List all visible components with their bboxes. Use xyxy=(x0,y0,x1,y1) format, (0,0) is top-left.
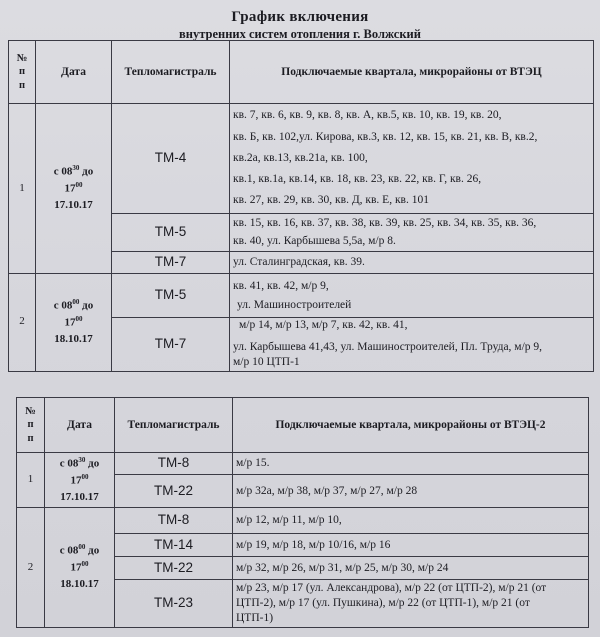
heating-main-cell: ТМ-7 xyxy=(112,252,230,274)
heating-main-cell: ТМ-7 xyxy=(112,318,230,372)
areas-cell: кв. 15, кв. 16, кв. 37, кв. 38, кв. 39, кв. 25, кв. 34, кв. 35, кв. 36, кв. 40, ул. Карбышева 5,5а, м/р 8. xyxy=(230,214,594,252)
schedule-table-vtec-2 xyxy=(16,397,589,628)
date-cell: с $08^{30}$ до $17^{00}$ 17.10.17 xyxy=(45,453,115,508)
header-heating-main: Тепломагистраль xyxy=(112,41,230,104)
header-date: Дата xyxy=(45,398,115,453)
heating-main-cell: ТМ-4 xyxy=(112,104,230,214)
table-header-row xyxy=(9,41,594,104)
table-header-row xyxy=(17,398,589,453)
heating-main-cell: ТМ-8 xyxy=(115,508,233,534)
areas-cell: м/р 32а, м/р 38, м/р 37, м/р 27, м/р 28 xyxy=(233,475,589,508)
areas-cell: кв. 41, кв. 42, м/р 9, ул. Машиностроителей xyxy=(230,274,594,318)
heating-main-cell: ТМ-22 xyxy=(115,557,233,580)
table-row xyxy=(9,104,594,214)
document-title: График включения xyxy=(231,9,369,25)
areas-cell: м/р 32, м/р 26, м/р 31, м/р 25, м/р 30, м/р 24 xyxy=(233,557,589,580)
heating-main-cell: ТМ-14 xyxy=(115,534,233,557)
heating-main-cell: ТМ-5 xyxy=(112,274,230,318)
table-row xyxy=(17,453,589,475)
row-number: 2 xyxy=(9,274,36,372)
areas-cell: м/р 14, м/р 13, м/р 7, кв. 42, кв. 41, ул. Карбышева 41,43, ул. Машиностроителей, Пл. Труда, м/р 9, м/р 10 ЦТП-1 xyxy=(230,318,594,372)
areas-cell: ул. Сталинградская, кв. 39. xyxy=(230,252,594,274)
row-number: 1 xyxy=(9,104,36,274)
heating-main-cell: ТМ-22 xyxy=(115,475,233,508)
date-cell: с $08^{00}$ до $17^{00}$ 18.10.17 xyxy=(45,508,115,628)
areas-cell: кв. 7, кв. 6, кв. 9, кв. 8, кв. А, кв.5, кв. 10, кв. 19, кв. 20, кв. Б, кв. 102,ул. Кирова, кв.3, кв. 12, кв. 15, кв. 21, кв. В, кв.2, кв.2а, кв.13, кв.21а, кв. 100, кв.1, кв.1а, кв.14, кв. 18, кв. 23, кв. 22, кв. Г, кв. 26, кв. 27, кв. 29, кв. 30, кв. Д, кв. Е, кв. 101 xyxy=(230,104,594,214)
heating-main-cell: ТМ-23 xyxy=(115,580,233,628)
header-number: № п п xyxy=(17,398,45,453)
header-number: № п п xyxy=(9,41,36,104)
schedule-table-vtec xyxy=(8,40,594,372)
table-row xyxy=(17,508,589,534)
header-heating-main: Тепломагистраль xyxy=(115,398,233,453)
areas-cell: м/р 15. xyxy=(233,453,589,475)
heating-main-cell: ТМ-5 xyxy=(112,214,230,252)
areas-cell: м/р 23, м/р 17 (ул. Александрова), м/р 22 (от ЦТП-2), м/р 21 (от ЦТП-2), м/р 17 (ул. Пушкина), м/р 22 (от ЦТП-1), м/р 21 (от ЦТП-1) xyxy=(233,580,589,628)
areas-cell: м/р 12, м/р 11, м/р 10, xyxy=(233,508,589,534)
header-date: Дата xyxy=(36,41,112,104)
header-areas: Подключаемые квартала, микрорайоны от ВТЭЦ-2 xyxy=(233,398,589,453)
row-number: 2 xyxy=(17,508,45,628)
date-cell: с $08^{00}$ до $17^{00}$ 18.10.17 xyxy=(36,274,112,372)
document-subtitle: внутренних систем отопления г. Волжский xyxy=(179,27,421,41)
row-number: 1 xyxy=(17,453,45,508)
areas-cell: м/р 19, м/р 18, м/р 10/16, м/р 16 xyxy=(233,534,589,557)
heating-main-cell: ТМ-8 xyxy=(115,453,233,475)
header-areas: Подключаемые квартала, микрорайоны от ВТЭЦ xyxy=(230,41,594,104)
date-cell: с $08^{30}$ до $17^{00}$ 17.10.17 xyxy=(36,104,112,274)
table-row xyxy=(9,274,594,318)
